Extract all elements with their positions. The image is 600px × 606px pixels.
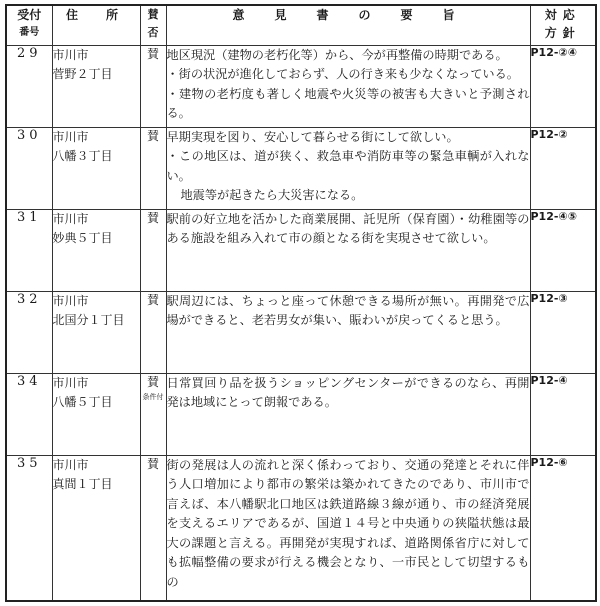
row-district: 北国分１丁目 — [52, 312, 125, 327]
row-policy: P12-④⑤ — [530, 209, 596, 291]
opinion-table — [5, 4, 597, 602]
row-number: 31 — [6, 209, 52, 291]
header-summary-label: 意 見 書 の 要 旨 — [232, 8, 464, 22]
row-district: 真間１丁目 — [52, 476, 113, 491]
row-summary — [166, 209, 530, 291]
header-number — [6, 5, 52, 45]
row-stance-value: 賛 — [146, 292, 159, 307]
header-policy-line2: 方針 — [544, 26, 581, 40]
header-number-line2: 番号 — [19, 27, 40, 38]
header-summary — [166, 5, 530, 45]
row-policy: P12-② — [530, 127, 596, 209]
row-address — [52, 455, 140, 601]
summary-line: ・街の状況が進化しておらず、人の行き来も少なくなっている。 — [166, 67, 519, 81]
row-stance — [140, 373, 166, 455]
header-address — [52, 5, 140, 45]
summary-line: 早期実現を図り、安心して暮らせる街にして欲しい。 — [166, 129, 459, 144]
row-district: 妙典５丁目 — [52, 230, 113, 245]
header-stance — [140, 5, 166, 45]
row-city: 市川市 — [52, 375, 89, 390]
row-summary — [166, 291, 530, 373]
row-number: 35 — [6, 455, 52, 601]
row-city: 市川市 — [52, 293, 89, 308]
row-policy: P12-④ — [530, 373, 596, 455]
row-stance-value: 賛 — [146, 46, 159, 61]
header-number-line1: 受付 — [17, 8, 42, 22]
row-summary — [166, 455, 530, 601]
row-stance — [140, 455, 166, 601]
summary-line: ・この地区は、道が狭く、救急車や消防車等の緊急車輌が入れない。 — [166, 149, 530, 183]
row-stance-value: 賛 — [146, 456, 159, 471]
row-address — [52, 127, 140, 209]
row-address — [52, 209, 140, 291]
row-city: 市川市 — [52, 457, 89, 472]
row-number: 34 — [6, 373, 52, 455]
row-stance-note: 条件付 — [142, 392, 164, 401]
summary-line: 地区現況（建物の老朽化等）から、今が再整備の時期である。 — [166, 47, 508, 62]
summary-line: 街の発展は人の流れと深く係わっており、交通の発達とそれに伴う人口増加により都市の繁栄は築かれてきたのであり、市川市で言えば、本八幡駅北口地区は鉄道路線３線が通り、市の経済発展を支えるエリアであるが、国道１４号と中央通りの狭隘状態は最大の課題と言える。再開発が実現すれば、道路関係省庁に対しても拡幅整備の要求が行える機会となり、一市民として切望するもの — [166, 457, 530, 589]
row-stance-value: 賛 — [146, 374, 159, 389]
row-stance — [140, 209, 166, 291]
row-city: 市川市 — [52, 47, 89, 62]
summary-line: 駅前の好立地を活かした商業展開、託児所（保育園）・幼稚園等のある施設を組み入れて市の顔となる街を実現させて欲しい。 — [166, 211, 530, 245]
header-stance-line1: 賛 — [147, 8, 159, 21]
row-district: 菅野２丁目 — [52, 66, 113, 81]
row-district: 八幡５丁目 — [52, 394, 113, 409]
header-stance-line2: 否 — [147, 26, 159, 39]
row-city: 市川市 — [52, 129, 89, 144]
table-row — [6, 373, 596, 455]
row-number: 29 — [6, 45, 52, 127]
row-summary — [166, 373, 530, 455]
row-stance-value: 賛 — [146, 128, 159, 143]
table-row — [6, 127, 596, 209]
row-policy: P12-②④ — [530, 45, 596, 127]
summary-line: 日常買回り品を扱うショッピングセンターができるのなら、再開発は地域にとって朗報である。 — [166, 375, 530, 409]
table-row — [6, 45, 596, 127]
header-policy-line1: 対応 — [544, 8, 581, 22]
header-address-label: 住 所 — [65, 8, 126, 22]
summary-line: ・建物の老朽度も著しく地震や火災等の被害も大きいと予測される。 — [166, 86, 530, 120]
row-number: 30 — [6, 127, 52, 209]
header-policy — [530, 5, 596, 45]
row-address — [52, 45, 140, 127]
row-stance — [140, 127, 166, 209]
row-address — [52, 373, 140, 455]
summary-line: 駅周辺には、ちょっと座って休憩できる場所が無い。再開発で広場ができると、老若男女が集い、賑わいが戻ってくると思う。 — [166, 293, 530, 327]
table-row — [6, 455, 596, 601]
row-stance-value: 賛 — [146, 210, 159, 225]
row-policy: P12-③ — [530, 291, 596, 373]
row-summary — [166, 127, 530, 209]
row-number: 32 — [6, 291, 52, 373]
row-district: 八幡３丁目 — [52, 148, 113, 163]
row-address — [52, 291, 140, 373]
header-row — [6, 5, 596, 45]
summary-line: 地震等が起きたら大災害になる。 — [180, 188, 364, 202]
row-city: 市川市 — [52, 211, 89, 226]
table-row — [6, 209, 596, 291]
table-row — [6, 291, 596, 373]
row-summary — [166, 45, 530, 127]
row-policy: P12-⑥ — [530, 455, 596, 601]
row-stance — [140, 291, 166, 373]
row-stance — [140, 45, 166, 127]
